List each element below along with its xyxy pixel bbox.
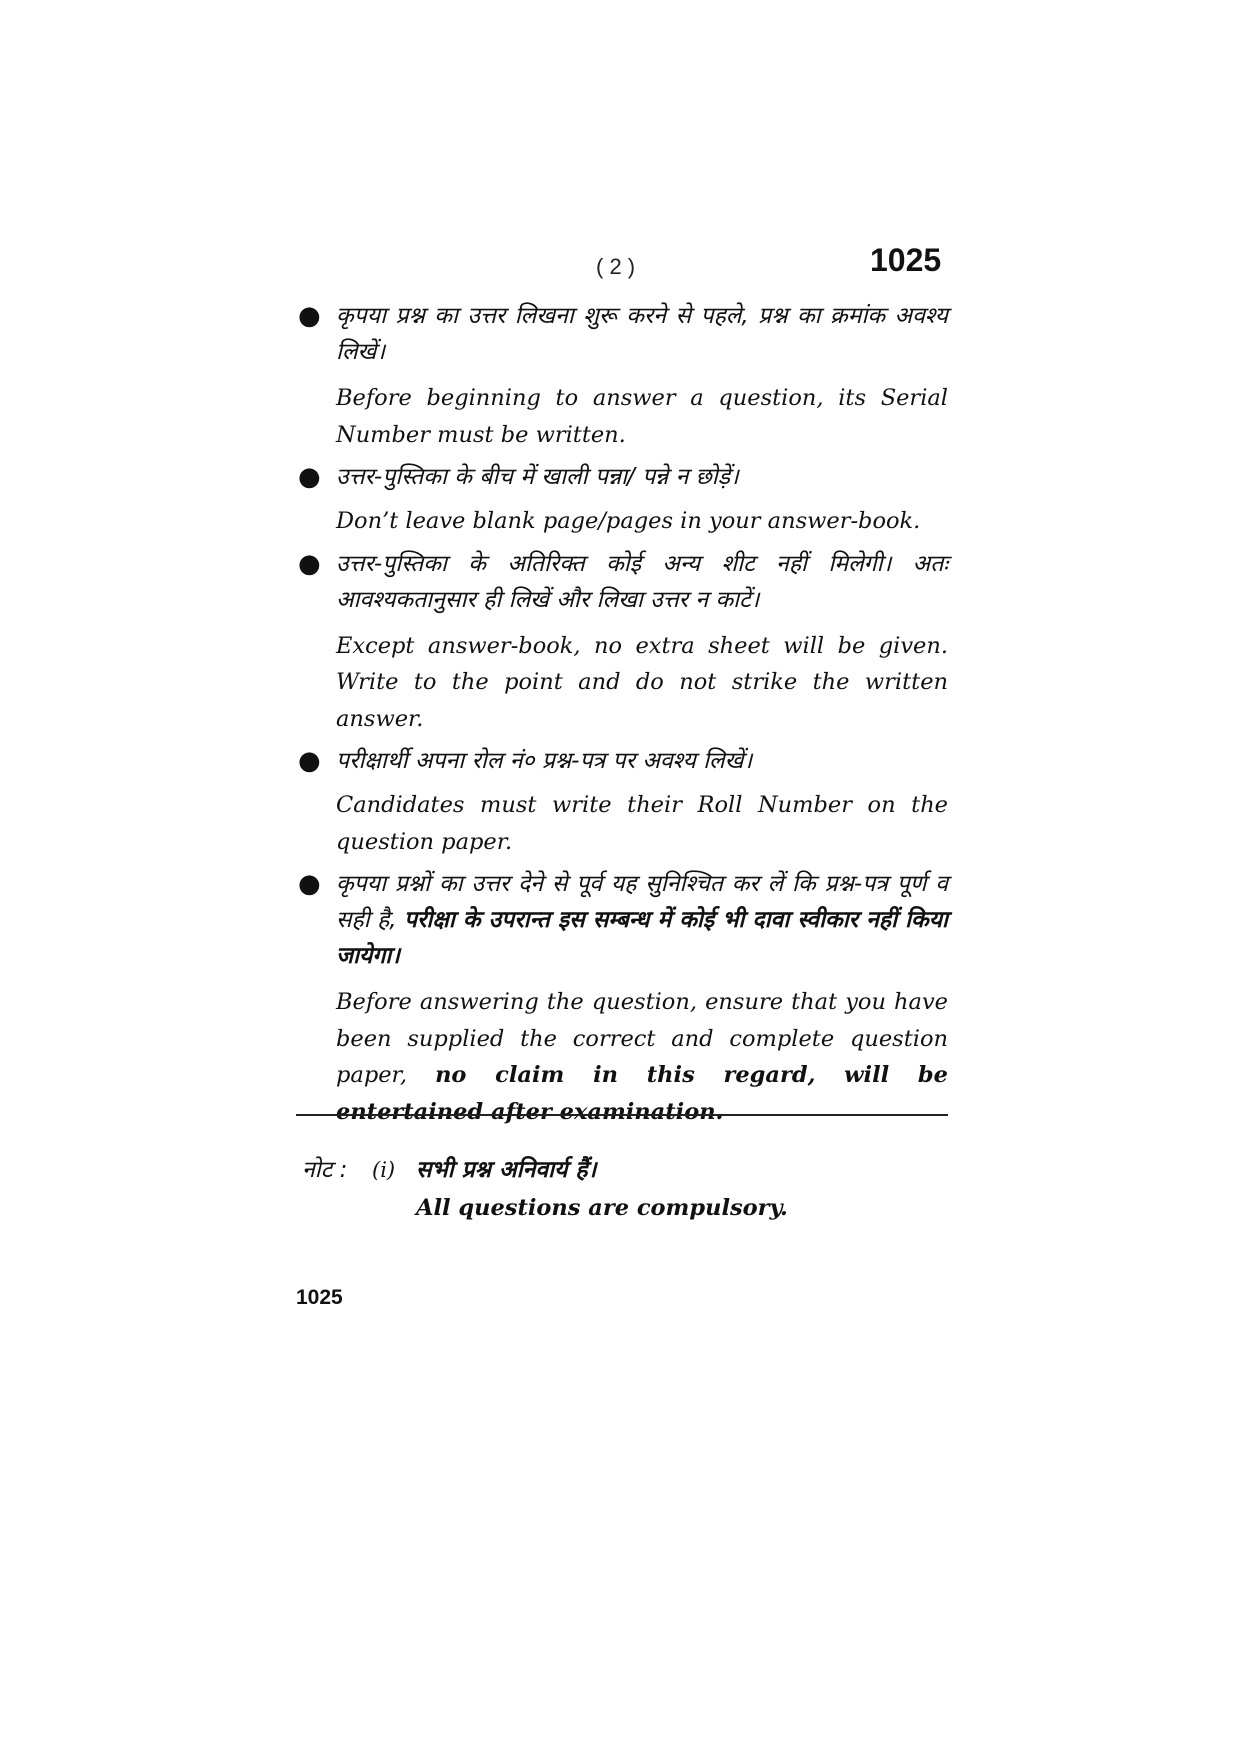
divider-rule: [296, 1114, 948, 1116]
instruction-hindi: [336, 866, 948, 974]
instruction-item: [296, 546, 948, 738]
bullet-icon: ●: [298, 301, 321, 331]
instruction-hindi-regular: कृपया प्रश्नों का उत्तर देने से पूर्व यह सुनिश्चित कर लें कि प्रश्न-पत्र पूर्ण व सही है,: [336, 871, 948, 933]
instructions-list: [296, 298, 948, 1136]
instruction-hindi: परीक्षार्थी अपना रोल नं० प्रश्न-पत्र पर अवश्य लिखें।: [336, 748, 753, 774]
instruction-item: [296, 459, 948, 540]
instruction-english-bold: no claim in this regard, will be entertained after examination.: [336, 1062, 948, 1125]
bullet-icon: ●: [298, 462, 321, 492]
instruction-english: Except answer-book, no extra sheet will be given. Write to the point and do not strike the written answer.: [336, 632, 948, 732]
note-label: नोट :: [302, 1157, 348, 1183]
instruction-hindi: उत्तर-पुस्तिका के अतिरिक्त कोई अन्य शीट नहीं मिलेगी। अतः आवश्यकतानुसार ही लिखें और लिखा उत्तर न काटें।: [336, 550, 948, 613]
instruction-hindi: उत्तर-पुस्तिका के बीच में खाली पन्ना/ पन्ने न छोड़ें।: [336, 464, 739, 490]
instruction-english-regular: Before answering the question, ensure that you have been supplied the correct and complete question paper,: [336, 989, 948, 1088]
instruction-hindi-bold: परीक्षा के उपरान्त इस सम्बन्ध में कोई भी दावा स्वीकार नहीं किया जायेगा।: [336, 907, 948, 969]
bullet-icon: ●: [298, 746, 321, 776]
instruction-english: Candidates must write their Roll Number on the question paper.: [336, 792, 948, 855]
bullet-icon: ●: [298, 869, 321, 899]
note-number: (i): [372, 1158, 396, 1182]
instruction-hindi: कृपया प्रश्न का उत्तर लिखना शुरू करने से पहले, प्रश्न का क्रमांक अवश्य लिखें।: [336, 303, 948, 365]
instruction-item: [296, 743, 948, 860]
instruction-english: Before beginning to answer a question, its Serial Number must be written.: [336, 385, 948, 448]
instruction-english: [336, 984, 948, 1130]
note-english: All questions are compulsory.: [416, 1195, 788, 1221]
instruction-item: [296, 298, 948, 453]
paper-code-header: 1025: [870, 242, 942, 278]
note-hindi: सभी प्रश्न अनिवार्य हैं।: [416, 1157, 597, 1183]
bullet-icon: ●: [298, 548, 321, 579]
page-number: ( 2 ): [596, 254, 636, 279]
paper-code-footer: 1025: [296, 1286, 343, 1309]
instruction-english: Don’t leave blank page/pages in your answer-book.: [336, 508, 921, 534]
instruction-item: [296, 866, 948, 1130]
